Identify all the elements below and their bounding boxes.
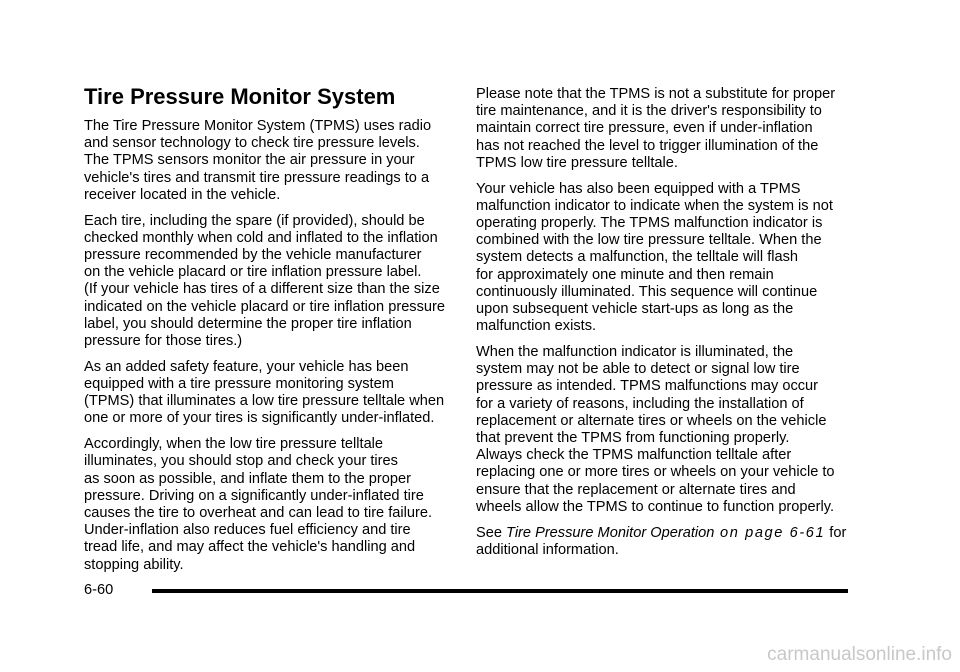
text-line: ensure that the replacement or alternate tires and (476, 481, 796, 498)
text-line: replacing one or more tires or wheels on your vehicle to (476, 464, 835, 481)
paragraph-tpms-intro (84, 118, 456, 204)
watermark: carmanualsonline.info (767, 644, 952, 665)
text-line: pressure. Driving on a significantly under-inflated tire (84, 487, 424, 504)
text-line: receiver located in the vehicle. (84, 186, 281, 203)
text-line: Your vehicle has also been equipped with a TPMS (476, 180, 801, 197)
text-line: (If your vehicle has tires of a different size than the size (84, 281, 440, 298)
text-line: pressure recommended by the vehicle manufacturer (84, 247, 422, 264)
text-line: malfunction indicator to indicate when the system is not (476, 197, 833, 214)
text-line: When the malfunction indicator is illuminated, the (476, 344, 794, 361)
paragraph-malfunction-indicator (476, 181, 856, 336)
reference-line (476, 525, 856, 542)
reference-prefix: See (476, 524, 507, 541)
text-line: As an added safety feature, your vehicle has been (84, 358, 409, 375)
cross-reference-link[interactable]: Tire Pressure Monitor Operation (506, 524, 715, 541)
paragraph-monthly-check (84, 213, 456, 351)
text-line: Always check the TPMS malfunction telltale after (476, 447, 792, 464)
text-line: system may not be able to detect or signal low tire (476, 361, 800, 378)
text-line: additional information. (476, 541, 619, 558)
text-line: causes the tire to overheat and can lead to tire failure. (84, 505, 433, 522)
text-line: TPMS low tire pressure telltale. (476, 154, 678, 171)
text-line: has not reached the level to trigger illumination of the (476, 137, 819, 154)
text-line: The TPMS sensors monitor the air pressure in your (84, 152, 415, 169)
text-line: combined with the low tire pressure telltale. When the (476, 232, 822, 249)
text-line: system detects a malfunction, the telltale will flash (476, 249, 799, 266)
text-line: stopping ability. (84, 556, 184, 573)
text-line: maintain correct tire pressure, even if under-inflation (476, 120, 813, 137)
text-line: vehicle's tires and transmit tire pressure readings to a (84, 169, 430, 186)
text-line: malfunction exists. (476, 318, 597, 335)
left-column (84, 84, 456, 582)
text-line: wheels allow the TPMS to continue to function properly. (476, 498, 835, 515)
text-line: for approximately one minute and then remain (476, 266, 774, 283)
text-line: Each tire, including the spare (if provided), should be (84, 212, 425, 229)
text-line: Under-inflation also reduces fuel efficiency and tire (84, 522, 411, 539)
paragraph-safety-feature (84, 359, 456, 428)
text-line: checked monthly when cold and inflated to the inflation (84, 229, 438, 246)
section-title: Tire Pressure Monitor System (84, 84, 396, 109)
page-number: 6-60 (84, 582, 114, 598)
text-line: indicated on the vehicle placard or tire inflation pressure (84, 298, 445, 315)
paragraph-not-substitute (476, 86, 856, 172)
footer-rule (152, 589, 848, 593)
paragraph-see-reference (476, 525, 856, 559)
text-line: for a variety of reasons, including the installation of (476, 395, 804, 412)
text-line: Please note that the TPMS is not a substitute for proper (476, 86, 836, 102)
text-line: operating properly. The TPMS malfunction indicator is (476, 215, 823, 232)
text-line: one or more of your tires is significantly under-inflated. (84, 410, 435, 427)
text-line: tire maintenance, and it is the driver's responsibility to (476, 103, 822, 120)
paragraph-telltale-action (84, 436, 456, 574)
text-line: and sensor technology to check tire pressure levels. (84, 135, 420, 152)
text-line: tread life, and may affect the vehicle's handling and (84, 539, 416, 556)
text-line: on the vehicle placard or tire inflation pressure label. (84, 264, 422, 281)
text-line: Accordingly, when the low tire pressure telltale (84, 436, 384, 453)
text-line: illuminates, you should stop and check your tires (84, 453, 398, 470)
text-line: pressure for those tires.) (84, 333, 243, 350)
text-line: replacement or alternate tires or wheels on the vehicle (476, 412, 827, 429)
text-line: (TPMS) that illuminates a low tire pressure telltale when (84, 393, 445, 410)
right-column (476, 86, 856, 568)
cross-reference-page[interactable]: on page 6-61 (714, 524, 826, 541)
text-line: pressure as intended. TPMS malfunctions may occur (476, 378, 819, 395)
text-line: upon subsequent vehicle start-ups as long as the (476, 301, 794, 318)
paragraph-malfunction-illuminated (476, 344, 856, 516)
text-line: as soon as possible, and inflate them to the proper (84, 470, 411, 487)
text-line: The Tire Pressure Monitor System (TPMS) uses radio (84, 118, 432, 134)
text-line: label, you should determine the proper tire inflation (84, 315, 412, 332)
reference-suffix: for (825, 524, 847, 541)
text-line: that prevent the TPMS from functioning properly. (476, 430, 790, 447)
text-line: continuously illuminated. This sequence will continue (476, 283, 818, 300)
text-line: equipped with a tire pressure monitoring system (84, 376, 394, 393)
